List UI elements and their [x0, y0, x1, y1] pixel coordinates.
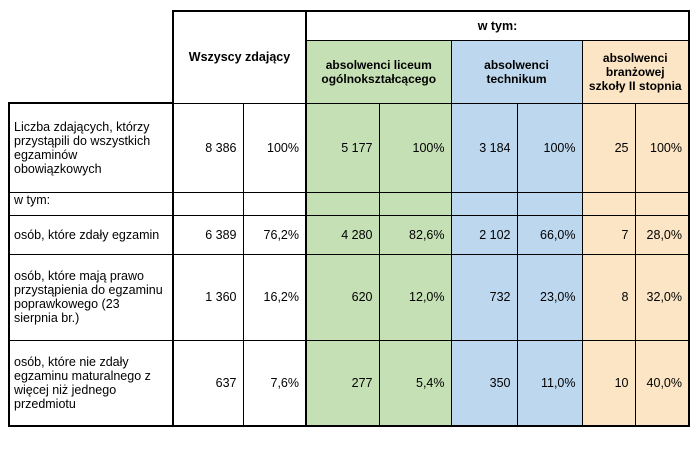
row-label-failed: osób, które nie zdały egzaminu maturalnego z więcej niż jednego przedmiotu: [9, 340, 173, 426]
row-label-resit: osób, które mają prawo przystąpienia do egzaminu poprawkowego (23 sierpnia br.): [9, 254, 173, 340]
cell-total-all-count: 8 386: [173, 103, 243, 192]
header-lo-graduates: absolwenci liceum ogólnokształcącego: [306, 40, 451, 103]
cell-failed-tech-count: 350: [451, 340, 517, 426]
cell-resit-branz-count: 8: [582, 254, 635, 340]
cell-total-tech-pct: 100%: [517, 103, 582, 192]
spacer-cell: [517, 192, 582, 215]
cell-total-branz-pct: 100%: [635, 103, 689, 192]
cell-failed-tech-pct: 11,0%: [517, 340, 582, 426]
cell-total-lo-pct: 100%: [379, 103, 451, 192]
cell-resit-lo-count: 620: [306, 254, 379, 340]
row-label-passed: osób, które zdały egzamin: [9, 215, 173, 254]
spacer-cell: [173, 192, 243, 215]
spacer-cell: [243, 192, 306, 215]
cell-passed-branz-pct: 28,0%: [635, 215, 689, 254]
header-branzowa-graduates: absolwenci branżowej szkoły II stopnia: [582, 40, 689, 103]
spacer-cell: [306, 192, 379, 215]
cell-passed-branz-count: 7: [582, 215, 635, 254]
spacer-cell: [379, 192, 451, 215]
cell-failed-all-pct: 7,6%: [243, 340, 306, 426]
header-of-which: w tym:: [306, 11, 689, 40]
spacer-cell: [635, 192, 689, 215]
cell-failed-lo-pct: 5,4%: [379, 340, 451, 426]
cell-total-branz-count: 25: [582, 103, 635, 192]
cell-failed-lo-count: 277: [306, 340, 379, 426]
cell-total-lo-count: 5 177: [306, 103, 379, 192]
header-all-candidates: Wszyscy zdający: [173, 11, 306, 103]
cell-passed-tech-pct: 66,0%: [517, 215, 582, 254]
cell-resit-tech-pct: 23,0%: [517, 254, 582, 340]
row-label-of-which: w tym:: [9, 192, 173, 215]
row-label-total: Liczba zdających, którzy przystąpili do wszystkich egzaminów obowiązkowych: [9, 103, 173, 192]
cell-total-tech-count: 3 184: [451, 103, 517, 192]
cell-passed-lo-count: 4 280: [306, 215, 379, 254]
spacer-cell: [451, 192, 517, 215]
cell-passed-all-count: 6 389: [173, 215, 243, 254]
cell-resit-lo-pct: 12,0%: [379, 254, 451, 340]
cell-failed-branz-count: 10: [582, 340, 635, 426]
cell-passed-lo-pct: 82,6%: [379, 215, 451, 254]
exam-results-table: [8, 10, 690, 427]
cell-resit-tech-count: 732: [451, 254, 517, 340]
cell-resit-all-pct: 16,2%: [243, 254, 306, 340]
cell-failed-all-count: 637: [173, 340, 243, 426]
cell-passed-all-pct: 76,2%: [243, 215, 306, 254]
cell-resit-all-count: 1 360: [173, 254, 243, 340]
cell-failed-branz-pct: 40,0%: [635, 340, 689, 426]
cell-passed-tech-count: 2 102: [451, 215, 517, 254]
corner-blank: [9, 11, 173, 103]
cell-resit-branz-pct: 32,0%: [635, 254, 689, 340]
spacer-cell: [582, 192, 635, 215]
cell-total-all-pct: 100%: [243, 103, 306, 192]
header-technikum-graduates: absolwenci technikum: [451, 40, 582, 103]
